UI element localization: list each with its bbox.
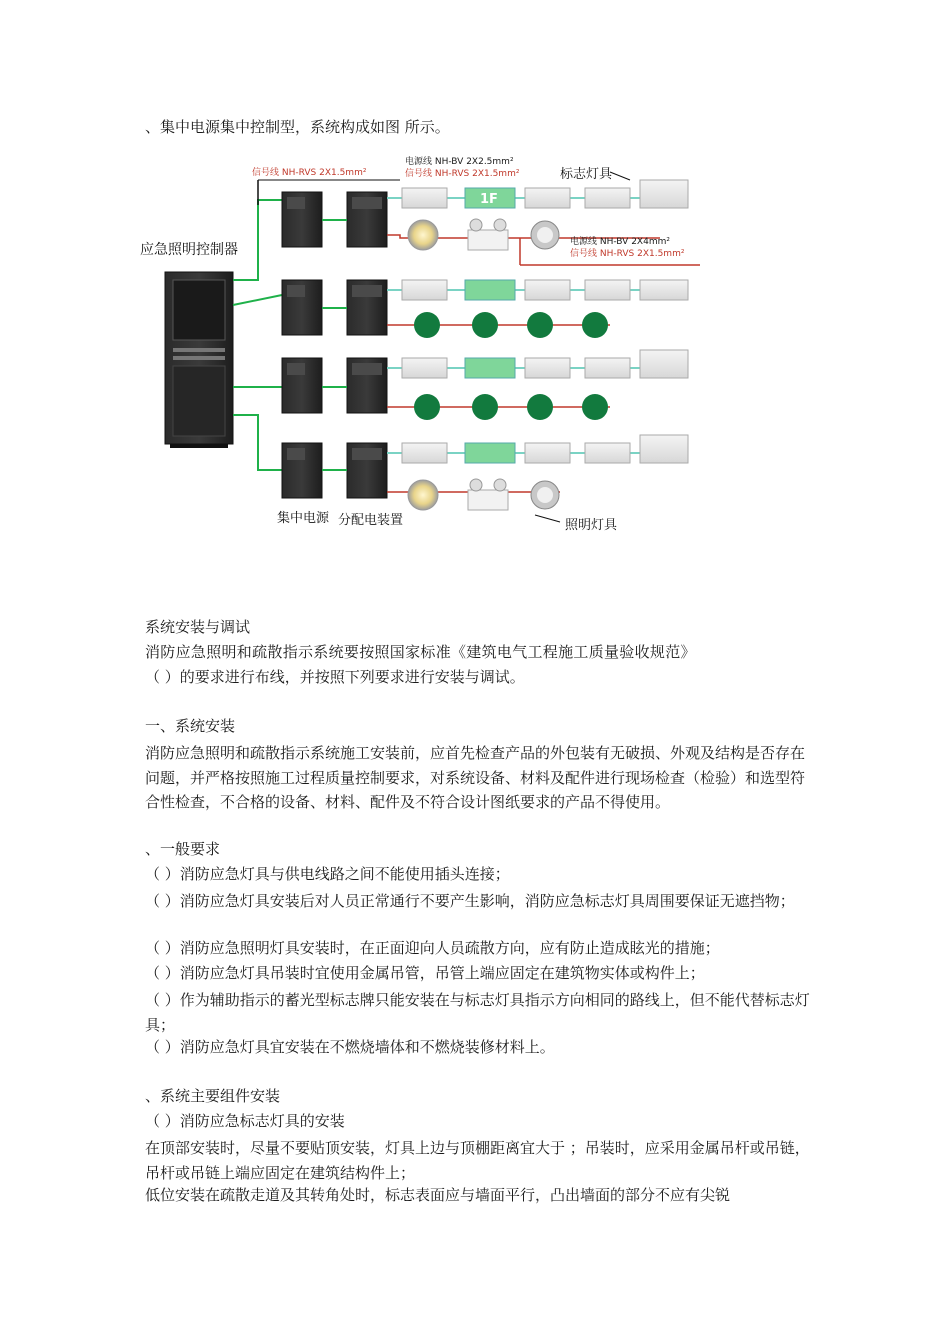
para1-line1: 消防应急照明和疏散指示系统要按照国家标准《建筑电气工程施工质量验收规范》 [145,643,696,661]
signal-line-label-2: 信号线 NH-RVS 2X1.5mm² [405,169,520,179]
sub-heading-sign-lamps: （ ）消防应急标志灯具的安装 [145,1112,345,1130]
sub1-paragraph-1: 在顶部安装时，尽量不要贴顶安装，灯具上边与顶棚距离宜大于 ；吊装时，应采用金属吊杆或吊链，吊杆或吊链上端应固定在建筑结构件上； [145,1139,810,1182]
sign-row-3 [402,350,688,420]
list-item: （ ）消防应急灯具吊装时宜使用金属吊管，吊管上端应固定在建筑物实体或构件上； [145,964,705,982]
sub1-paragraph-2: 低位安装在疏散走道及其转角处时，标志表面应与墙面平行，凸出墙面的部分不应有尖锐 [145,1186,731,1204]
row-3 [282,358,387,413]
power-line-label-1: 电源线 NH-BV 2X2.5mm² [405,157,514,167]
para1-line2: （ ）的要求进行布线，并按照下列要求进行安装与调试。 [145,668,525,686]
list-item: （ ）消防应急灯具与供电线路之间不能使用插头连接； [145,865,510,883]
lighting-lamps-label: 照明灯具 [565,518,618,533]
list-item: （ ）消防应急照明灯具安装时，在正面迎向人员疏散方向，应有防止造成眩光的措施； [145,939,720,957]
para2: 消防应急照明和疏散指示系统施工安装前，应首先检查产品的外包装有无破损、外观及结构是否存在问题，并严格按照施工过程质量控制要求，对系统设备、材料及配件进行现场检查（检验）和选型符合性检查，不合格的设备、材料、配件及不符合设计图纸要求的产品不得使用。 [145,744,806,811]
row-4 [282,443,387,498]
central-power-label: 集中电源 [277,511,330,526]
sign-lamps-label: 标志灯具 [560,167,613,182]
floor-mark: 1F [480,192,498,207]
controller-cabinet [165,272,233,448]
signal-line-label-3: 信号线 NH-RVS 2X1.5mm² [570,249,685,259]
lamp-row-1 [408,219,559,250]
sign-row-4 [402,435,688,510]
power-line-label-2: 电源线 NH-BV 2X4mm² [570,237,670,247]
system-diagram [140,150,710,535]
heading-main-components: 、系统主要组件安装 [145,1087,281,1105]
row-2 [282,280,387,335]
list-item: （ ）作为辅助指示的蓄光型标志牌只能安装在与标志灯具指示方向相同的路线上，但不能代替标志灯具； [145,991,810,1034]
distribution-label: 分配电装置 [338,513,404,528]
intro-line: 、集中电源集中控制型，系统构成如图 所示。 [145,118,450,136]
row-1 [282,192,387,247]
controller-bus [233,200,282,470]
sign-row-2 [402,280,688,338]
signal-line-label-1: 信号线 NH-RVS 2X1.5mm² [252,168,367,178]
controller-label: 应急照明控制器 [140,242,238,258]
section-title: 系统安装与调试 [145,618,251,636]
heading-general-requirements: 、一般要求 [145,840,221,858]
list-item: （ ）消防应急灯具安装后对人员正常通行不要产生影响，消防应急标志灯具周围要保证无遮挡物； [145,892,795,910]
heading-system-install: 一、系统安装 [145,717,236,735]
list-item: （ ）消防应急灯具宜安装在不燃烧墙体和不燃烧装修材料上。 [145,1038,555,1056]
sign-row-1 [402,180,688,208]
